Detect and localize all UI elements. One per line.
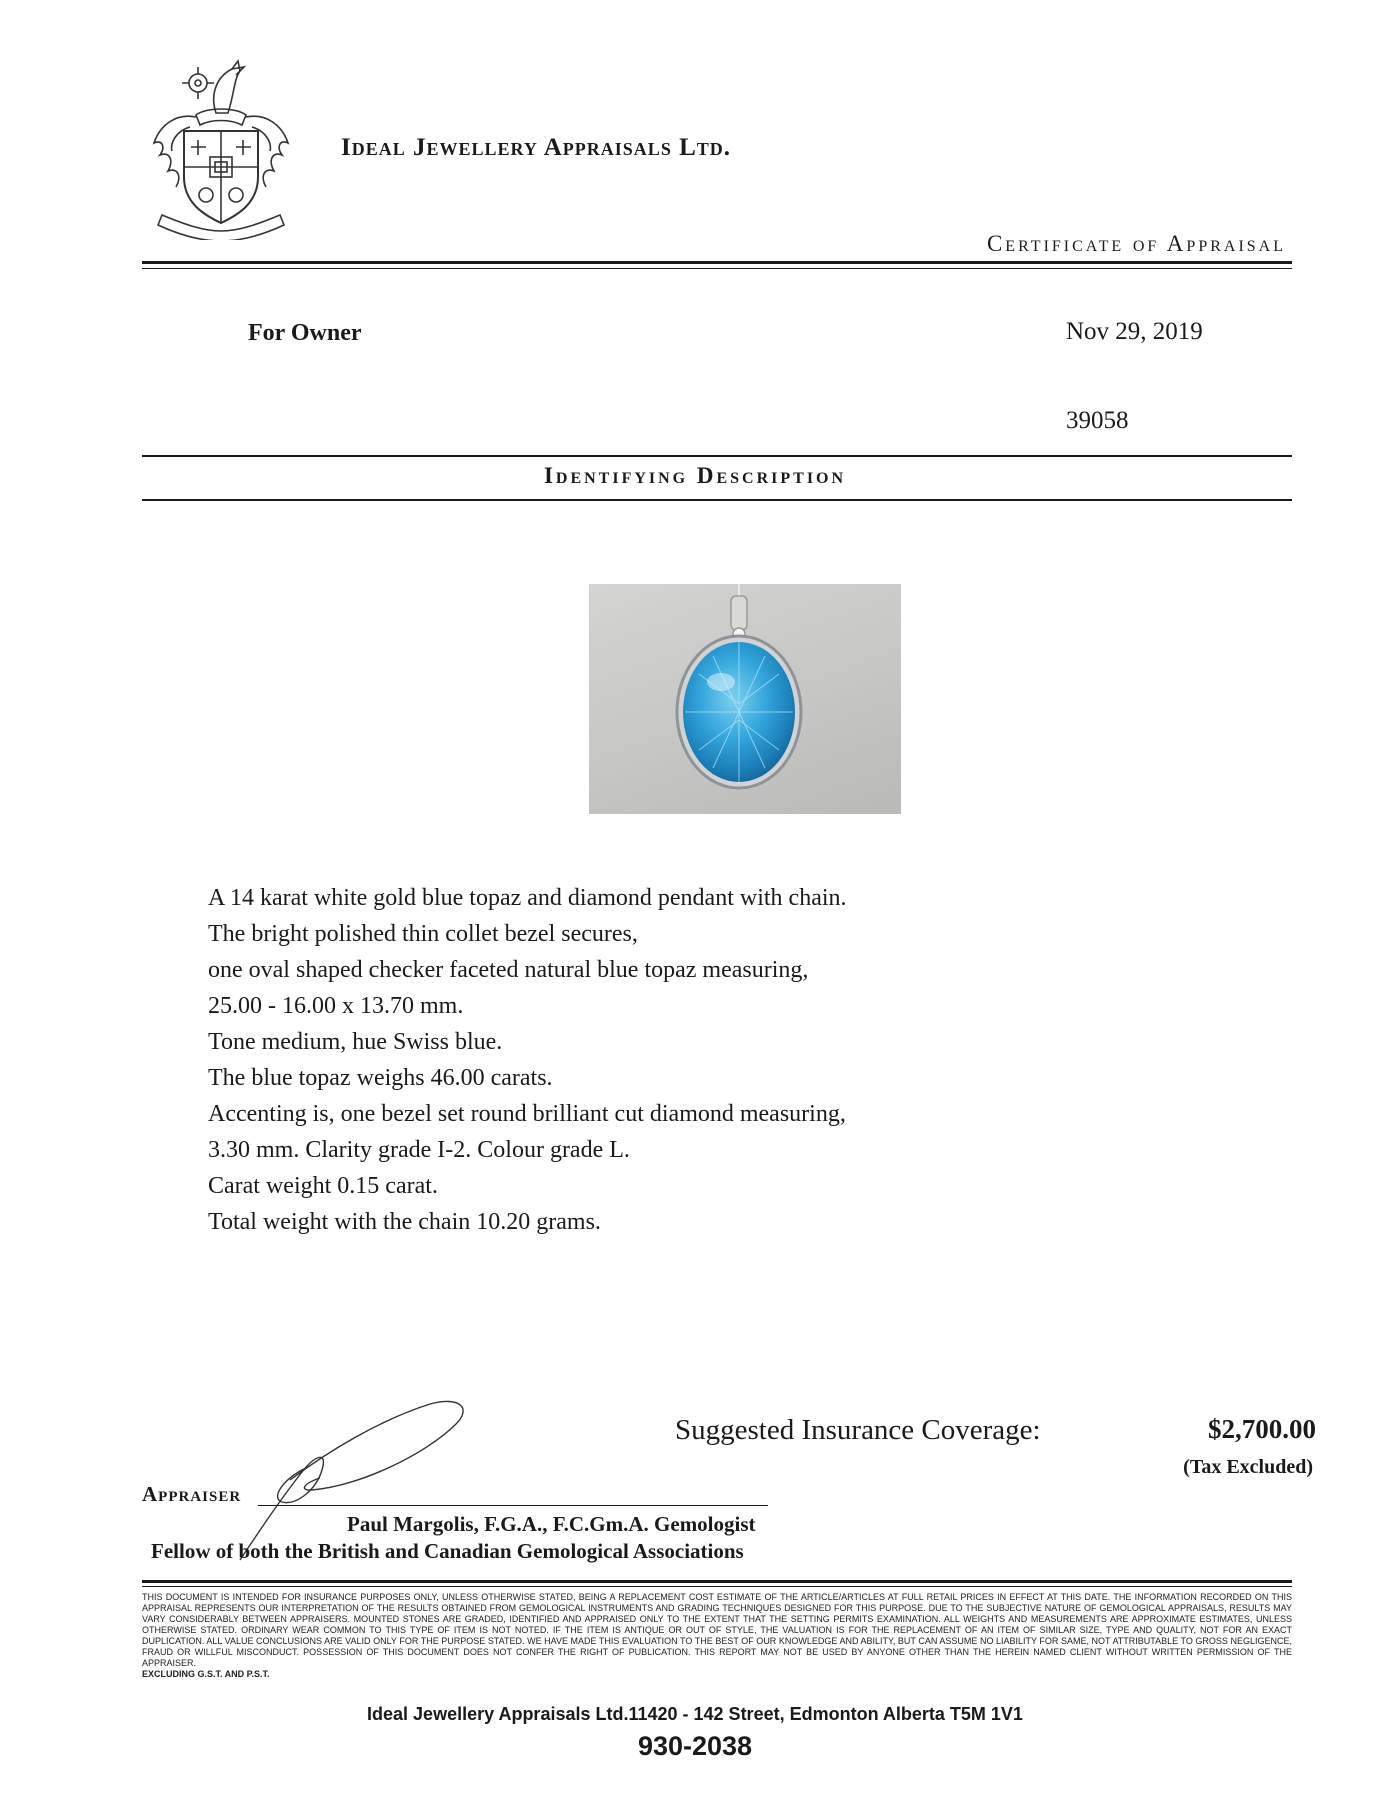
- tax-exclusion-note: EXCLUDING G.S.T. AND P.S.T.: [142, 1669, 270, 1679]
- certificate-title: Certificate of Appraisal: [986, 231, 1286, 256]
- appraisal-number: 39058: [1066, 407, 1129, 434]
- item-description: [208, 880, 847, 1240]
- pendant-image: [589, 584, 901, 814]
- header-rule-thick: [142, 261, 1292, 264]
- tax-note: (Tax Excluded): [1183, 1456, 1313, 1478]
- description-line: 3.30 mm. Clarity grade I-2. Colour grade L.: [208, 1137, 630, 1163]
- description-line: The bright polished thin collet bezel secures,: [208, 921, 638, 947]
- appraiser-name: Paul Margolis, F.G.A., F.C.Gm.A. Gemologist: [347, 1512, 756, 1536]
- appraiser-fellowship: Fellow of both the British and Canadian Gemological Associations: [151, 1539, 744, 1563]
- description-line: The blue topaz weighs 46.00 carats.: [208, 1065, 553, 1091]
- company-name: Ideal Jewellery Appraisals Ltd.: [341, 134, 732, 161]
- disclaimer-text: THIS DOCUMENT IS INTENDED FOR INSURANCE PURPOSES ONLY, UNLESS OTHERWISE STATED, BEING A REPLACEMENT COST ESTIMATE OF THE ARTICLE/ARTICLES AT FULL RETAIL PRICES IN EFFECT AT THIS DATE. THE INFORMATION RECORDED ON THIS APPRAISAL REPRESENTS OUR INTERPRETATION OF THE RESULTS OBTAINED FROM GEMOLOGICAL INSTRUMENTS AND GRADING TECHNIQUES DESIGNED FOR THIS PURPOSE. DUE TO THE SUBJECTIVE NATURE OF GEMOLOGICAL APPRAISALS, RESULTS MAY VARY CONSIDERABLY BETWEEN APPRAISERS. MOUNTED STONES ARE GRADED, IDENTIFIED AND APPRAISED ONLY TO THE EXTENT THAT THE SETTING PERMITS EXAMINATION. ALL WEIGHTS AND MEASUREMENTS ARE APPROXIMATE ESTIMATES, UNLESS OTHERWISE STATED. ORDINARY WEAR COMMON TO THIS TYPE OF ITEM IS NOT NOTED. IF THE ITEM IS ANTIQUE OR OUT OF STYLE, THE VALUATION IS FOR THE REPLACEMENT OF AN ITEM OF SIMILAR SIZE, TYPE AND QUALITY, NOT FOR AN EXACT DUPLICATION. ALL VALUE CONCLUSIONS ARE VALID ONLY FOR THE PURPOSE STATED. WE HAVE MADE THIS EVALUATION TO THE BEST OF OUR KNOWLEDGE AND ABILITY, BUT CAN ASSUME NO LIABILITY FOR SAME, NOT ATTRIBUTABLE TO GROSS NEGLIGENCE, FRAUD OR WILLFUL MISCONDUCT. POSSESSION OF THIS DOCUMENT DOES NOT CONFER THE RIGHT OF PUBLICATION. THIS REPORT MAY NOT BE USED BY ANYONE OTHER THAN THE HEREIN NAMED CLIENT WITHOUT WRITTEN PERMISSION OF THE APPRAISER.: [142, 1592, 1292, 1668]
- description-line: Accenting is, one bezel set round brilliant cut diamond measuring,: [208, 1101, 846, 1127]
- section-title: Identifying Description: [543, 463, 847, 488]
- header-rule-thin: [142, 268, 1292, 269]
- pendant-photo: [589, 584, 901, 814]
- legal-disclaimer: [142, 1592, 1292, 1680]
- appraisal-date: Nov 29, 2019: [1066, 318, 1203, 345]
- signature-line: [258, 1505, 768, 1506]
- section-rule-bottom: [142, 499, 1292, 501]
- footer-address: Ideal Jewellery Appraisals Ltd.11420 - 142 Street, Edmonton Alberta T5M 1V1: [367, 1704, 1023, 1724]
- footer-phone: 930-2038: [637, 1731, 753, 1761]
- coverage-label: Suggested Insurance Coverage:: [675, 1414, 1041, 1446]
- section-rule-top: [142, 455, 1292, 457]
- footer-rule-thin: [142, 1586, 1292, 1587]
- description-line: A 14 karat white gold blue topaz and diamond pendant with chain.: [208, 885, 847, 911]
- coat-of-arms-logo: [146, 55, 296, 240]
- description-line: one oval shaped checker faceted natural blue topaz measuring,: [208, 957, 809, 983]
- footer-rule-thick: [142, 1580, 1292, 1583]
- description-line: Tone medium, hue Swiss blue.: [208, 1029, 503, 1055]
- coverage-amount: $2,700.00: [1208, 1414, 1316, 1444]
- recipient-label: For Owner: [248, 320, 362, 346]
- appraiser-label: Appraiser: [142, 1482, 242, 1506]
- description-line: Total weight with the chain 10.20 grams.: [208, 1209, 601, 1235]
- description-line: Carat weight 0.15 carat.: [208, 1173, 438, 1199]
- description-line: 25.00 - 16.00 x 13.70 mm.: [208, 993, 464, 1019]
